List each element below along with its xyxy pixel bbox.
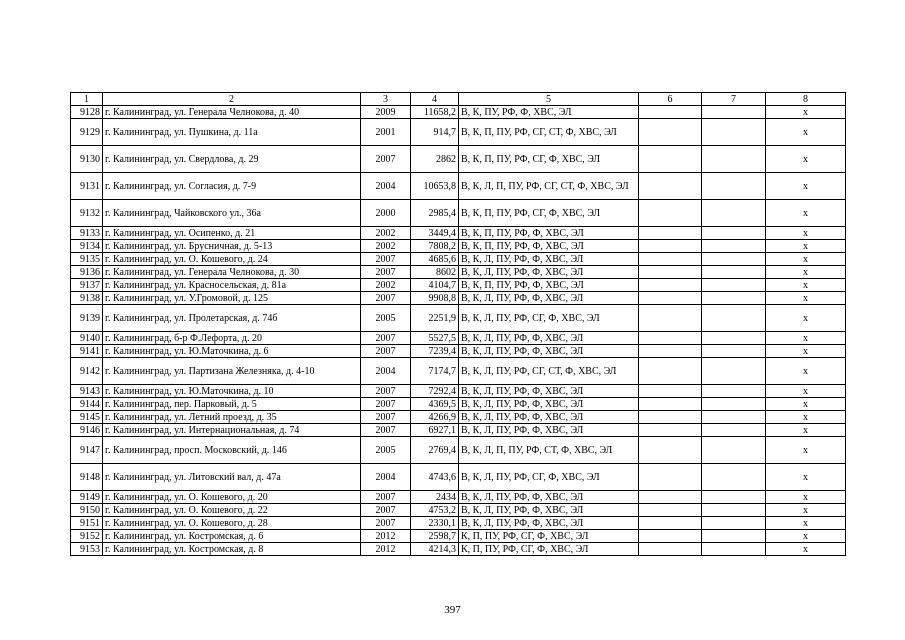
cell-year: 2007 [361,332,411,345]
cell-address: г. Калининград, ул. Костромская, д. 6 [103,530,361,543]
cell-id: 9133 [71,227,103,240]
table-row [71,240,846,253]
cell-systems: В, К, Л, ПУ, РФ, Ф, ХВС, ЭЛ [459,491,639,504]
cell-col6 [639,200,702,227]
cell-address: г. Калининград, ул. Партизана Железняка, д. 4-10 [103,358,361,385]
cell-year: 2007 [361,411,411,424]
cell-area: 7292,4 [411,385,459,398]
cell-address: г. Калининград, ул. Пролетарская, д. 74б [103,305,361,332]
cell-col6 [639,517,702,530]
cell-area: 8602 [411,266,459,279]
cell-col8: х [766,398,846,411]
cell-col7 [702,464,766,491]
cell-col8: х [766,437,846,464]
table-row [71,543,846,556]
table-row [71,491,846,504]
cell-col8: х [766,345,846,358]
cell-col8: х [766,517,846,530]
cell-year: 2005 [361,437,411,464]
cell-col8: х [766,227,846,240]
cell-col6 [639,146,702,173]
cell-col6 [639,424,702,437]
cell-id: 9136 [71,266,103,279]
cell-area: 4753,2 [411,504,459,517]
cell-col7 [702,332,766,345]
cell-address: г. Калининград, ул. У.Громовой, д. 125 [103,292,361,305]
cell-area: 10653,8 [411,173,459,200]
cell-col6 [639,504,702,517]
header-col-2: 2 [103,93,361,106]
cell-area: 11658,2 [411,106,459,119]
cell-address: г. Калининград, ул. Литовский вал, д. 47а [103,464,361,491]
cell-area: 4369,5 [411,398,459,411]
cell-col6 [639,266,702,279]
cell-systems: В, К, Л, ПУ, РФ, Ф, ХВС, ЭЛ [459,424,639,437]
cell-col6 [639,345,702,358]
cell-area: 3449,4 [411,227,459,240]
cell-area: 914,7 [411,119,459,146]
cell-col7 [702,504,766,517]
registry-table [70,92,846,556]
cell-year: 2001 [361,119,411,146]
table-row [71,173,846,200]
cell-id: 9143 [71,385,103,398]
cell-year: 2002 [361,279,411,292]
table-row [71,146,846,173]
cell-col7 [702,119,766,146]
cell-id: 9142 [71,358,103,385]
cell-col8: х [766,504,846,517]
header-row [71,93,846,106]
cell-systems: В, К, Л, ПУ, РФ, Ф, ХВС, ЭЛ [459,517,639,530]
cell-col6 [639,437,702,464]
cell-systems: В, К, Л, П, ПУ, РФ, СГ, СТ, Ф, ХВС, ЭЛ [459,173,639,200]
cell-col7 [702,411,766,424]
cell-systems: В, К, Л, ПУ, РФ, Ф, ХВС, ЭЛ [459,345,639,358]
table-row [71,530,846,543]
cell-col8: х [766,305,846,332]
cell-col8: х [766,292,846,305]
cell-col7 [702,437,766,464]
cell-year: 2002 [361,240,411,253]
cell-col7 [702,227,766,240]
table-row [71,424,846,437]
cell-col6 [639,173,702,200]
cell-id: 9138 [71,292,103,305]
cell-id: 9140 [71,332,103,345]
cell-systems: В, К, Л, ПУ, РФ, Ф, ХВС, ЭЛ [459,385,639,398]
cell-col7 [702,345,766,358]
cell-area: 7174,7 [411,358,459,385]
cell-address: г. Калининград, ул. Костромская, д. 8 [103,543,361,556]
table-row [71,358,846,385]
cell-address: г. Калининград, ул. О. Кошевого, д. 20 [103,491,361,504]
cell-col6 [639,411,702,424]
cell-year: 2007 [361,491,411,504]
cell-year: 2007 [361,266,411,279]
cell-address: г. Калининград, ул. Интернациональная, д. 74 [103,424,361,437]
table-row [71,385,846,398]
cell-col6 [639,332,702,345]
cell-address: г. Калининград, Чайковского ул., 36а [103,200,361,227]
header-col-5: 5 [459,93,639,106]
header-col-3: 3 [361,93,411,106]
cell-col7 [702,398,766,411]
cell-col7 [702,240,766,253]
cell-id: 9144 [71,398,103,411]
cell-systems: В, К, Л, П, ПУ, РФ, СТ, Ф, ХВС, ЭЛ [459,437,639,464]
cell-area: 2434 [411,491,459,504]
cell-id: 9128 [71,106,103,119]
cell-col6 [639,279,702,292]
cell-year: 2007 [361,385,411,398]
cell-col7 [702,517,766,530]
cell-id: 9149 [71,491,103,504]
cell-area: 5527,5 [411,332,459,345]
cell-systems: В, К, Л, ПУ, РФ, Ф, ХВС, ЭЛ [459,266,639,279]
cell-address: г. Калининград, ул. О. Кошевого, д. 24 [103,253,361,266]
cell-col6 [639,227,702,240]
cell-systems: В, К, П, ПУ, РФ, СГ, Ф, ХВС, ЭЛ [459,146,639,173]
table-row [71,437,846,464]
cell-systems: В, К, ПУ, РФ, Ф, ХВС, ЭЛ [459,106,639,119]
cell-col8: х [766,119,846,146]
cell-id: 9141 [71,345,103,358]
cell-address: г. Калининград, ул. О. Кошевого, д. 28 [103,517,361,530]
cell-systems: К, П, ПУ, РФ, СГ, Ф, ХВС, ЭЛ [459,543,639,556]
cell-address: г. Калининград, ул. О. Кошевого, д. 22 [103,504,361,517]
cell-area: 6927,1 [411,424,459,437]
cell-col6 [639,106,702,119]
cell-year: 2007 [361,345,411,358]
cell-area: 7808,2 [411,240,459,253]
cell-col8: х [766,464,846,491]
cell-col7 [702,266,766,279]
cell-year: 2007 [361,504,411,517]
table-row [71,398,846,411]
cell-year: 2007 [361,517,411,530]
cell-systems: В, К, Л, ПУ, РФ, СГ, СТ, Ф, ХВС, ЭЛ [459,358,639,385]
cell-address: г. Калининград, ул. Ю.Маточкина, д. 6 [103,345,361,358]
cell-address: г. Калининград, просп. Московский, д. 146 [103,437,361,464]
cell-year: 2007 [361,253,411,266]
cell-year: 2012 [361,530,411,543]
cell-address: г. Калининград, ул. Ю.Маточкина, д. 10 [103,385,361,398]
cell-id: 9135 [71,253,103,266]
cell-systems: В, К, Л, ПУ, РФ, Ф, ХВС, ЭЛ [459,253,639,266]
table-row [71,464,846,491]
table-row [71,292,846,305]
cell-id: 9131 [71,173,103,200]
cell-address: г. Калининград, б-р Ф.Лефорта, д. 20 [103,332,361,345]
header-col-6: 6 [639,93,702,106]
header-col-8: 8 [766,93,846,106]
cell-col7 [702,385,766,398]
table-row [71,106,846,119]
cell-col8: х [766,332,846,345]
cell-col6 [639,253,702,266]
cell-id: 9150 [71,504,103,517]
cell-col6 [639,240,702,253]
cell-area: 4104,7 [411,279,459,292]
table-row [71,504,846,517]
cell-systems: В, К, Л, ПУ, РФ, Ф, ХВС, ЭЛ [459,332,639,345]
cell-id: 9148 [71,464,103,491]
cell-col7 [702,279,766,292]
cell-col8: х [766,240,846,253]
cell-area: 9908,8 [411,292,459,305]
cell-col6 [639,385,702,398]
cell-col8: х [766,146,846,173]
cell-col7 [702,146,766,173]
cell-systems: В, К, П, ПУ, РФ, СГ, Ф, ХВС, ЭЛ [459,200,639,227]
cell-col6 [639,543,702,556]
cell-systems: В, К, Л, ПУ, РФ, Ф, ХВС, ЭЛ [459,411,639,424]
table-row [71,411,846,424]
header-col-4: 4 [411,93,459,106]
cell-col8: х [766,530,846,543]
cell-address: г. Калининград, ул. Осипенко, д. 21 [103,227,361,240]
cell-col6 [639,398,702,411]
cell-col8: х [766,253,846,266]
cell-id: 9152 [71,530,103,543]
cell-id: 9147 [71,437,103,464]
cell-id: 9153 [71,543,103,556]
cell-col8: х [766,424,846,437]
table-row [71,279,846,292]
cell-col8: х [766,411,846,424]
cell-address: г. Калининград, ул. Пушкина, д. 11а [103,119,361,146]
cell-year: 2005 [361,305,411,332]
cell-col8: х [766,358,846,385]
table-row [71,200,846,227]
cell-area: 2769,4 [411,437,459,464]
cell-year: 2012 [361,543,411,556]
cell-year: 2004 [361,173,411,200]
cell-col7 [702,543,766,556]
cell-area: 2598,7 [411,530,459,543]
cell-col8: х [766,106,846,119]
cell-systems: К, П, ПУ, РФ, СГ, Ф, ХВС, ЭЛ [459,530,639,543]
cell-area: 4685,6 [411,253,459,266]
cell-col8: х [766,173,846,200]
cell-systems: В, К, П, ПУ, РФ, СГ, СТ, Ф, ХВС, ЭЛ [459,119,639,146]
cell-id: 9151 [71,517,103,530]
cell-systems: В, К, Л, ПУ, РФ, Ф, ХВС, ЭЛ [459,398,639,411]
table-row [71,332,846,345]
cell-address: г. Калининград, ул. Брусничная, д. 5-13 [103,240,361,253]
cell-area: 2251,9 [411,305,459,332]
cell-address: г. Калининград, ул. Генерала Челнокова, д. 30 [103,266,361,279]
cell-systems: В, К, П, ПУ, РФ, Ф, ХВС, ЭЛ [459,279,639,292]
cell-id: 9132 [71,200,103,227]
table-row [71,119,846,146]
cell-col7 [702,200,766,227]
cell-systems: В, К, П, ПУ, РФ, Ф, ХВС, ЭЛ [459,240,639,253]
cell-area: 7239,4 [411,345,459,358]
cell-col6 [639,292,702,305]
cell-area: 4743,6 [411,464,459,491]
cell-id: 9145 [71,411,103,424]
cell-col8: х [766,491,846,504]
table-row [71,517,846,530]
cell-address: г. Калининград, ул. Летний проезд, д. 35 [103,411,361,424]
header-col-1: 1 [71,93,103,106]
cell-address: г. Калининград, ул. Красносельская, д. 81а [103,279,361,292]
cell-year: 2007 [361,292,411,305]
cell-systems: В, К, Л, ПУ, РФ, Ф, ХВС, ЭЛ [459,292,639,305]
cell-col7 [702,173,766,200]
cell-col6 [639,358,702,385]
cell-address: г. Калининград, ул. Свердлова, д. 29 [103,146,361,173]
cell-area: 2862 [411,146,459,173]
cell-col7 [702,530,766,543]
cell-id: 9137 [71,279,103,292]
table-row [71,266,846,279]
cell-area: 2985,4 [411,200,459,227]
page-number: 397 [444,604,461,616]
cell-year: 2009 [361,106,411,119]
cell-col6 [639,305,702,332]
cell-address: г. Калининград, ул. Согласия, д. 7-9 [103,173,361,200]
cell-col7 [702,253,766,266]
table-row [71,305,846,332]
cell-systems: В, К, Л, ПУ, РФ, СГ, Ф, ХВС, ЭЛ [459,464,639,491]
table-row [71,227,846,240]
cell-id: 9134 [71,240,103,253]
cell-area: 4214,3 [411,543,459,556]
cell-col7 [702,424,766,437]
cell-year: 2002 [361,227,411,240]
table-row [71,253,846,266]
cell-col7 [702,292,766,305]
cell-year: 2007 [361,424,411,437]
table-body [71,106,846,556]
cell-year: 2000 [361,200,411,227]
cell-address: г. Калининград, ул. Генерала Челнокова, д. 40 [103,106,361,119]
cell-systems: В, К, Л, ПУ, РФ, СГ, Ф, ХВС, ЭЛ [459,305,639,332]
cell-id: 9139 [71,305,103,332]
table-row [71,345,846,358]
cell-col8: х [766,543,846,556]
cell-year: 2004 [361,358,411,385]
cell-col8: х [766,385,846,398]
cell-col7 [702,305,766,332]
cell-col7 [702,358,766,385]
cell-id: 9130 [71,146,103,173]
cell-col6 [639,119,702,146]
cell-year: 2007 [361,146,411,173]
header-col-7: 7 [702,93,766,106]
cell-id: 9129 [71,119,103,146]
cell-col8: х [766,279,846,292]
cell-col8: х [766,200,846,227]
cell-col6 [639,491,702,504]
cell-address: г. Калининград, пер. Парковый, д. 5 [103,398,361,411]
cell-year: 2004 [361,464,411,491]
cell-area: 4266,9 [411,411,459,424]
cell-systems: В, К, Л, ПУ, РФ, Ф, ХВС, ЭЛ [459,504,639,517]
cell-col8: х [766,266,846,279]
cell-area: 2330,1 [411,517,459,530]
cell-col7 [702,491,766,504]
cell-col6 [639,530,702,543]
cell-col6 [639,464,702,491]
cell-systems: В, К, П, ПУ, РФ, Ф, ХВС, ЭЛ [459,227,639,240]
cell-col7 [702,106,766,119]
cell-year: 2007 [361,398,411,411]
cell-id: 9146 [71,424,103,437]
